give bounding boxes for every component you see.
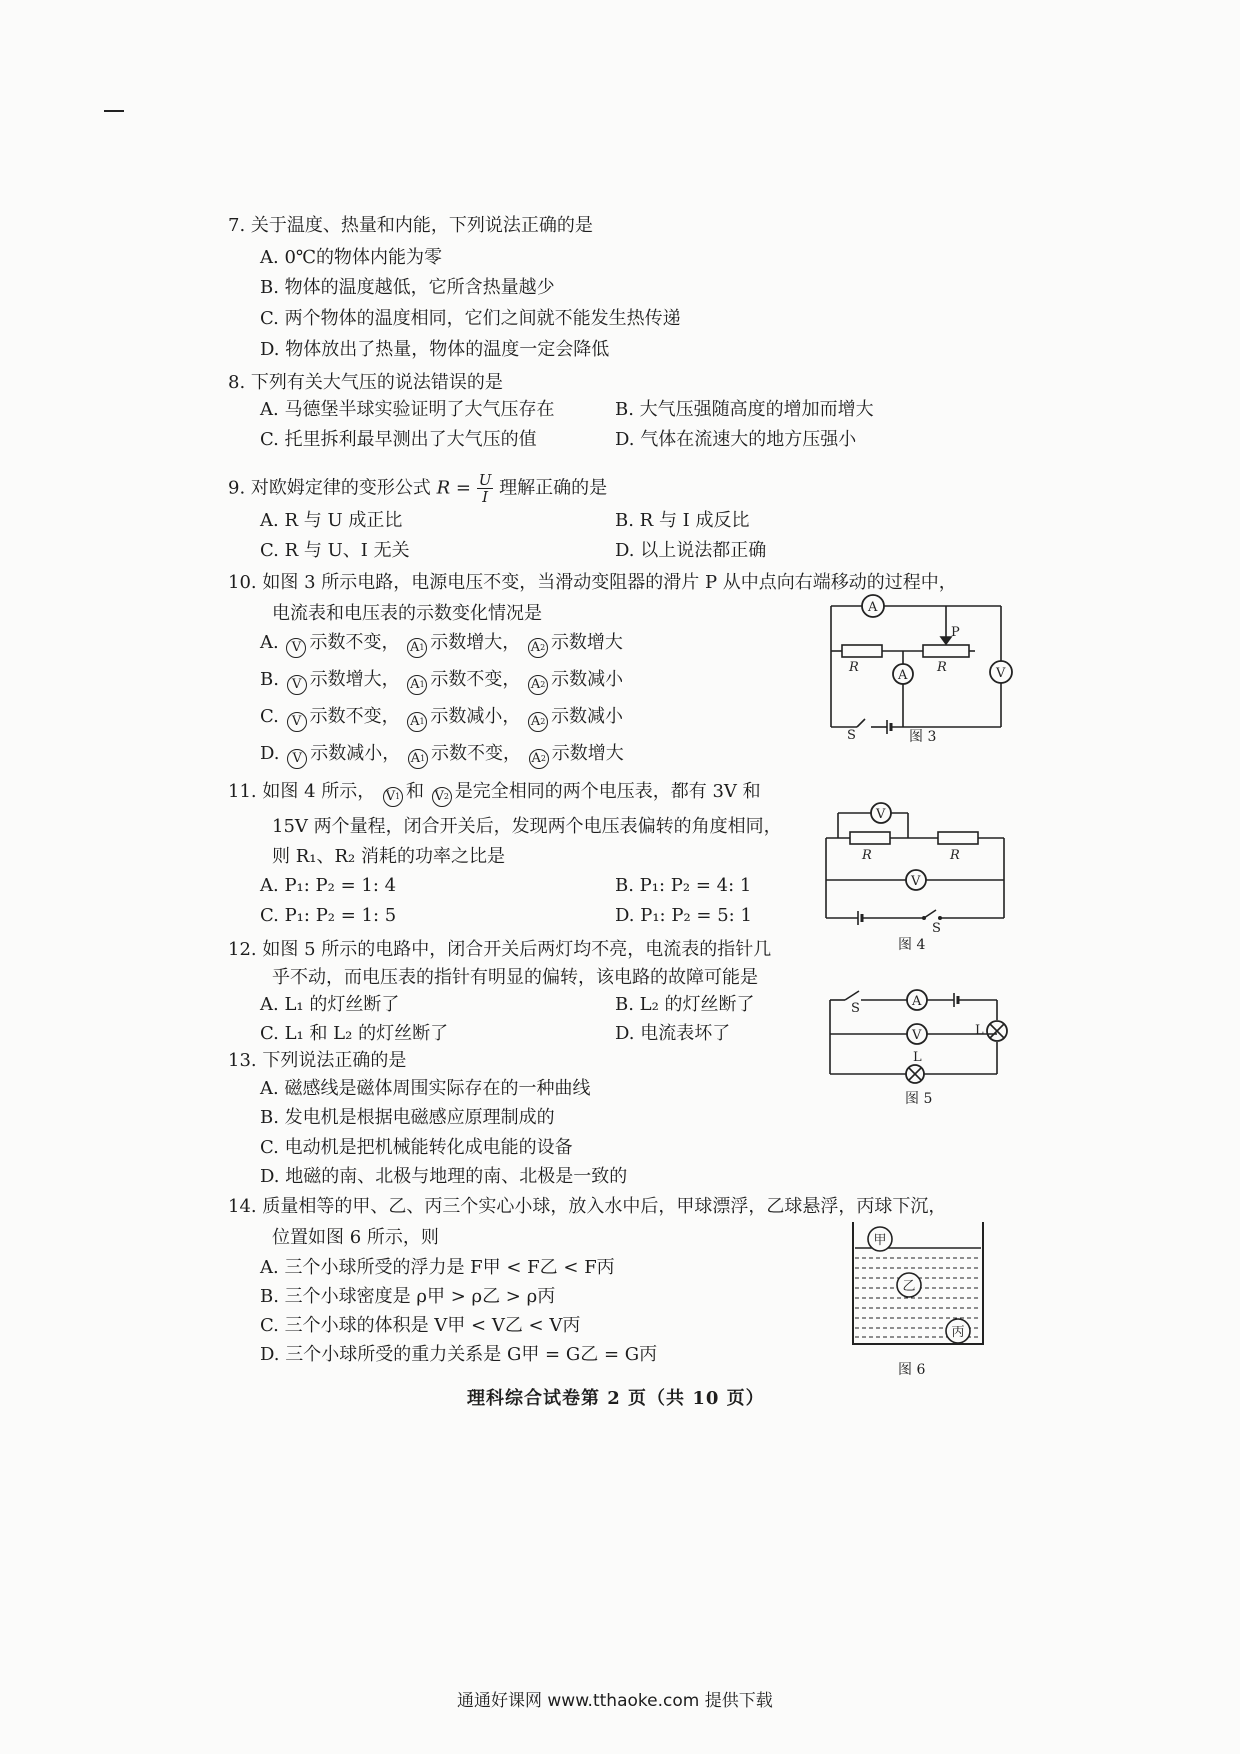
q9-formula-denominator: I [482, 488, 489, 506]
q12-option-c: C. L₁ 和 L₂ 的灯丝断了 [260, 1023, 449, 1044]
ammeter1-symbol [408, 749, 428, 769]
fig3-slider-label: P [951, 625, 960, 640]
symbol-letter: A [530, 714, 541, 729]
ammeter2-symbol [529, 749, 549, 769]
q13-option-a: A. 磁感线是磁体周围实际存在的一种曲线 [260, 1078, 591, 1099]
q11-option-a: A. P₁: P₂ = 1: 4 [260, 875, 397, 896]
q9-stem [228, 472, 607, 505]
q13-option-b: B. 发电机是根据电磁感应原理制成的 [260, 1107, 555, 1128]
q14-option-c: C. 三个小球的体积是 V甲 < V乙 < V丙 [260, 1315, 581, 1336]
symbol-letter: A [530, 677, 541, 692]
option-text: 示数增大 [550, 632, 623, 653]
q10-stem-line2: 电流表和电压表的示数变化情况是 [272, 603, 542, 624]
q8-option-b: B. 大气压强随高度的增加而增大 [615, 399, 874, 420]
ammeter2-symbol [528, 638, 548, 658]
fig5-switch-label: S [851, 1001, 860, 1016]
voltmeter-symbol [287, 675, 307, 695]
q7-option-b: B. 物体的温度越低，它所含热量越少 [260, 277, 555, 298]
symbol-letter: A [409, 640, 420, 655]
q7-option-d: D. 物体放出了热量，物体的温度一定会降低 [260, 339, 610, 360]
q7-option-c: C. 两个物体的温度相同，它们之间就不能发生热传递 [260, 308, 681, 329]
q12-option-d: D. 电流表坏了 [615, 1023, 731, 1044]
q9-option-d: D. 以上说法都正确 [615, 540, 767, 561]
fig4-v1-label: V [876, 807, 886, 822]
q7-option-a: A. 0℃的物体内能为零 [260, 247, 443, 268]
fig5-l2-label: L [913, 1050, 922, 1065]
q10-option-b [260, 668, 623, 695]
q9-stem-pre: 9. 对欧姆定律的变形公式 [228, 477, 431, 499]
ammeter2-symbol [528, 675, 548, 695]
fig4-switch-label: S [932, 921, 941, 936]
ammeter1-symbol [407, 712, 427, 732]
ammeter2-symbol [528, 712, 548, 732]
q14-option-d: D. 三个小球所受的重力关系是 G甲 = G乙 = G丙 [260, 1344, 658, 1365]
q11-stem-post: 是完全相同的两个电压表，都有 3V 和 [454, 781, 761, 802]
figure-5-caption: 图 5 [905, 1091, 933, 1107]
symbol-sub: 1 [419, 643, 425, 652]
option-text: 示数增大， [309, 669, 400, 690]
page-footer: 理科综合试卷第 2 页（共 10 页） [467, 1388, 765, 1409]
symbol-sub: 1 [419, 717, 425, 726]
ammeter1-symbol [407, 638, 427, 658]
q9-stem-post: 理解正确的是 [499, 477, 608, 499]
q8-option-d: D. 气体在流速大的地方压强小 [615, 429, 857, 450]
option-text: 示数不变， [309, 706, 400, 727]
download-credit: 通通好课网 www.tthaoke.com 提供下载 [457, 1691, 773, 1711]
symbol-sub: 2 [540, 680, 546, 689]
symbol-letter: A [410, 677, 420, 692]
fig6-ball-yi-label: 乙 [902, 1279, 916, 1294]
fig3-r1-label: R [849, 660, 859, 675]
option-text: 示数减小 [551, 669, 624, 690]
figure-6-caption: 图 6 [898, 1362, 926, 1378]
q11-option-b: B. P₁: P₂ = 4: 1 [615, 875, 752, 896]
figure-3-circuit [825, 592, 1025, 742]
symbol-sub: 1 [395, 792, 401, 801]
symbol-letter: V [292, 751, 302, 766]
voltmeter-symbol [286, 638, 306, 658]
q10-stem-line1: 10. 如图 3 所示电路，电源电压不变，当滑动变阻器的滑片 P 从中点向右端移动的过程中， [228, 572, 957, 593]
fig3-voltmeter-label: V [996, 666, 1006, 681]
voltmeter1-symbol [383, 787, 403, 807]
option-letter: A. [260, 632, 279, 653]
q14-stem-line2: 位置如图 6 所示，则 [272, 1227, 439, 1248]
fig5-ammeter-label: A [912, 994, 922, 1009]
fig6-ball-bing-label: 丙 [951, 1325, 965, 1340]
q9-formula-fraction [477, 472, 494, 505]
q12-option-a: A. L₁ 的灯丝断了 [260, 994, 400, 1015]
symbol-sub: 1 [419, 680, 425, 689]
page-corner-mark [104, 110, 124, 112]
q10-option-a [260, 631, 623, 658]
symbol-letter: A [531, 751, 541, 766]
q13-option-d: D. 地磁的南、北极与地理的南、北极是一致的 [260, 1166, 628, 1187]
q10-option-c [260, 705, 623, 732]
option-letter: C. [260, 706, 279, 727]
fig4-r1-label: R [862, 848, 872, 863]
fig3-switch-label: S [847, 728, 856, 743]
q11-stem-line1 [228, 780, 761, 807]
option-text: 示数不变， [430, 743, 521, 764]
q9-formula-numerator: U [478, 471, 492, 489]
fig3-r2-label: R [937, 660, 947, 675]
option-text: 示数增大， [430, 632, 521, 653]
option-text: 示数减小， [430, 706, 521, 727]
option-text: 示数增大 [551, 743, 624, 764]
q12-stem-line1: 12. 如图 5 所示的电路中，闭合开关后两灯均不亮，电流表的指针几 [228, 939, 772, 960]
voltmeter2-symbol [432, 787, 452, 807]
q10-option-d [260, 742, 624, 769]
fig5-voltmeter-label: V [912, 1028, 922, 1043]
symbol-sub: 2 [443, 792, 449, 801]
fig4-v2-label: V [911, 874, 921, 889]
q9-option-b: B. R 与 I 成反比 [615, 510, 750, 531]
fig3-ammeter2-label: A [898, 668, 908, 683]
q8-stem: 8. 下列有关大气压的说法错误的是 [228, 372, 503, 393]
symbol-letter: V [385, 789, 396, 804]
ammeter1-symbol [407, 675, 427, 695]
symbol-letter: A [530, 640, 541, 655]
symbol-letter: V [291, 714, 302, 729]
fig3-ammeter1-label: A [868, 600, 878, 615]
option-text: 示数不变， [309, 632, 400, 653]
symbol-letter: A [410, 751, 421, 766]
q14-stem-line1: 14. 质量相等的甲、乙、丙三个实心小球，放入水中后，甲球漂浮，乙球悬浮，丙球下沉， [228, 1196, 947, 1217]
option-text: 示数减小， [310, 743, 401, 764]
q11-stem-mid: 和 [405, 781, 424, 802]
option-text: 示数不变， [430, 669, 521, 690]
q12-stem-line2: 乎不动，而电压表的指针有明显的偏转，该电路的故障可能是 [272, 967, 758, 988]
symbol-letter: A [410, 714, 420, 729]
fig6-ball-jia-label: 甲 [873, 1233, 887, 1248]
q9-option-c: C. R 与 U、I 无关 [260, 540, 410, 561]
symbol-letter: V [291, 640, 302, 655]
q14-option-a: A. 三个小球所受的浮力是 F甲 < F乙 < F丙 [260, 1257, 615, 1278]
q11-option-c: C. P₁: P₂ = 1: 5 [260, 905, 397, 926]
q13-stem: 13. 下列说法正确的是 [228, 1050, 407, 1071]
figure-6-beaker [850, 1218, 990, 1348]
q11-stem-line3: 则 R₁、R₂ 消耗的功率之比是 [272, 846, 505, 867]
symbol-sub: 2 [540, 643, 546, 652]
q7-stem: 7. 关于温度、热量和内能，下列说法正确的是 [228, 215, 593, 236]
figure-5-circuit [825, 986, 1015, 1086]
fig5-l1-label: L [975, 1023, 984, 1038]
q11-stem-pre: 11. 如图 4 所示， [228, 781, 376, 802]
q11-option-d: D. P₁: P₂ = 5: 1 [615, 905, 752, 926]
voltmeter-symbol [287, 712, 307, 732]
option-letter: B. [260, 669, 279, 690]
symbol-letter: V [291, 677, 302, 692]
q8-option-a: A. 马德堡半球实验证明了大气压存在 [260, 399, 555, 420]
q11-stem-line2: 15V 两个量程，闭合开关后，发现两个电压表偏转的角度相同， [272, 816, 782, 837]
symbol-sub: 1 [420, 754, 426, 763]
q8-option-c: C. 托里拆利最早测出了大气压的值 [260, 429, 537, 450]
symbol-letter: V [434, 789, 444, 804]
q12-option-b: B. L₂ 的灯丝断了 [615, 994, 755, 1015]
q13-option-c: C. 电动机是把机械能转化成电能的设备 [260, 1137, 573, 1158]
figure-4-circuit [822, 798, 1012, 936]
q9-option-a: A. R 与 U 成正比 [260, 510, 403, 531]
symbol-sub: 2 [540, 717, 546, 726]
option-letter: D. [260, 743, 280, 764]
option-text: 示数减小 [551, 706, 624, 727]
q14-option-b: B. 三个小球密度是 ρ甲 > ρ乙 > ρ丙 [260, 1286, 556, 1307]
figure-4-caption: 图 4 [898, 937, 926, 953]
voltmeter-symbol [287, 749, 307, 769]
symbol-sub: 2 [540, 754, 546, 763]
fig4-r2-label: R [950, 848, 960, 863]
figure-3-caption: 图 3 [909, 729, 937, 745]
q9-formula-lhs: R = [436, 477, 471, 499]
